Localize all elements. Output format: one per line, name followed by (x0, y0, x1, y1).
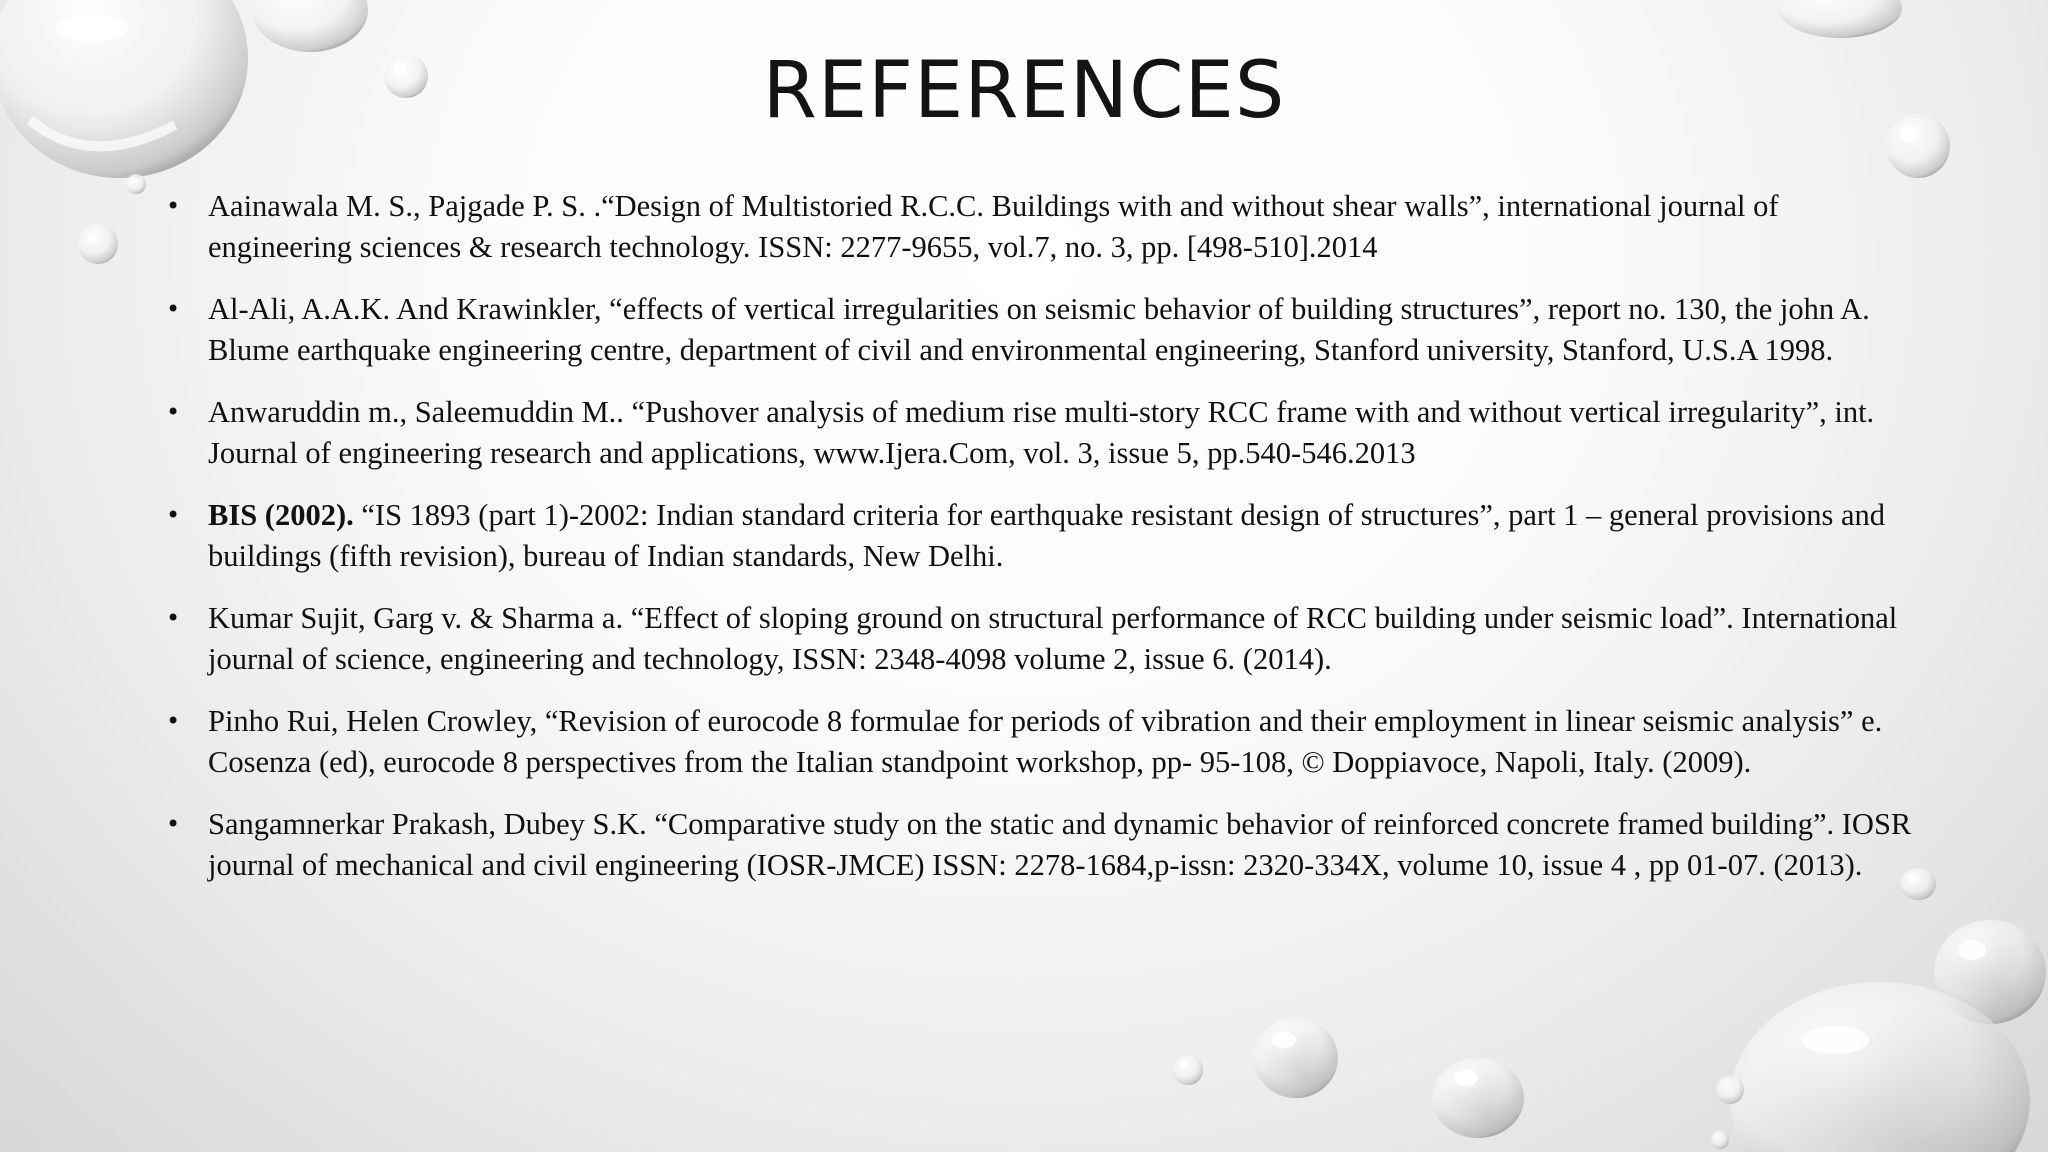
bullet-icon: • (166, 604, 181, 632)
references-list (166, 186, 1928, 907)
droplet (126, 174, 146, 194)
droplet (1432, 1058, 1524, 1138)
bullet-icon: • (166, 295, 181, 323)
reference-text: Al-Ali, A.A.K. And Krawinkler, “effects of vertical irregularities on seismic behavior of building structures”, report no. 130, the john A. Blume earthquake engineering centre, department of civil and environmental engineering, Stanford university, Stanford, U.S.A 1998. (208, 292, 1870, 367)
reference-item (166, 495, 1928, 577)
reference-item (166, 598, 1928, 680)
bullet-icon: • (166, 810, 181, 838)
reference-text: Sangamnerkar Prakash, Dubey S.K. “Comparative study on the static and dynamic behavior of reinforced concrete framed building”. IOSR journal of mechanical and civil engineering (IOSR-JMCE) ISSN: 2278-1684,p-issn: 2320-334X, volume 10, issue 4 , pp 01-07. (2013). (208, 807, 1912, 882)
slide-title: REFERENCES (762, 46, 1286, 136)
reference-text: Anwaruddin m., Saleemuddin M.. “Pushover analysis of medium rise multi-story RCC frame with and without vertical irregularity”, int. Journal of engineering research and applications, www.Ijera.Com, vol. 3, issue 5, pp.540-546.2013 (208, 395, 1875, 470)
reference-text: Aainawala M. S., Pajgade P. S. .“Design of Multistoried R.C.C. Buildings with and without shear walls”, international journal of engineering sciences & research technology. ISSN: 2277-9655, vol.7, no. 3, pp. [498-510].2014 (208, 189, 1779, 264)
reference-lead: BIS (2002). (208, 498, 354, 532)
reference-item (166, 804, 1928, 886)
droplet (252, 0, 368, 52)
droplet (1711, 1131, 1729, 1149)
droplet (1778, 0, 1902, 38)
reference-text: Pinho Rui, Helen Crowley, “Revision of eurocode 8 formulae for periods of vibration and their employment in linear seismic analysis” e. Cosenza (ed), eurocode 8 perspectives from the Italian standpoint workshop, pp- 95-108, © Doppiavoce, Napoli, Italy. (2009). (208, 704, 1883, 779)
reference-item (166, 186, 1928, 268)
reference-item (166, 289, 1928, 371)
reference-text: Kumar Sujit, Garg v. & Sharma a. “Effect of sloping ground on structural performance of RCC building under seismic load”. International journal of science, engineering and technology, ISSN: 2348-4098 volume 2, issue 6. (2014). (208, 601, 1898, 676)
droplet (1254, 1018, 1338, 1098)
bullet-icon: • (166, 398, 181, 426)
reference-text: “IS 1893 (part 1)-2002: Indian standard criteria for earthquake resistant design of structures”, part 1 – general provisions and buildings (fifth revision), bureau of Indian standards, New Delhi. (208, 498, 1886, 573)
droplet (78, 224, 118, 264)
reference-item (166, 392, 1928, 474)
reference-item (166, 701, 1928, 783)
droplet (1173, 1055, 1203, 1085)
bullet-icon: • (166, 192, 181, 220)
bullet-icon: • (166, 707, 181, 735)
bullet-icon: • (166, 501, 181, 529)
droplet (1716, 1076, 1744, 1104)
